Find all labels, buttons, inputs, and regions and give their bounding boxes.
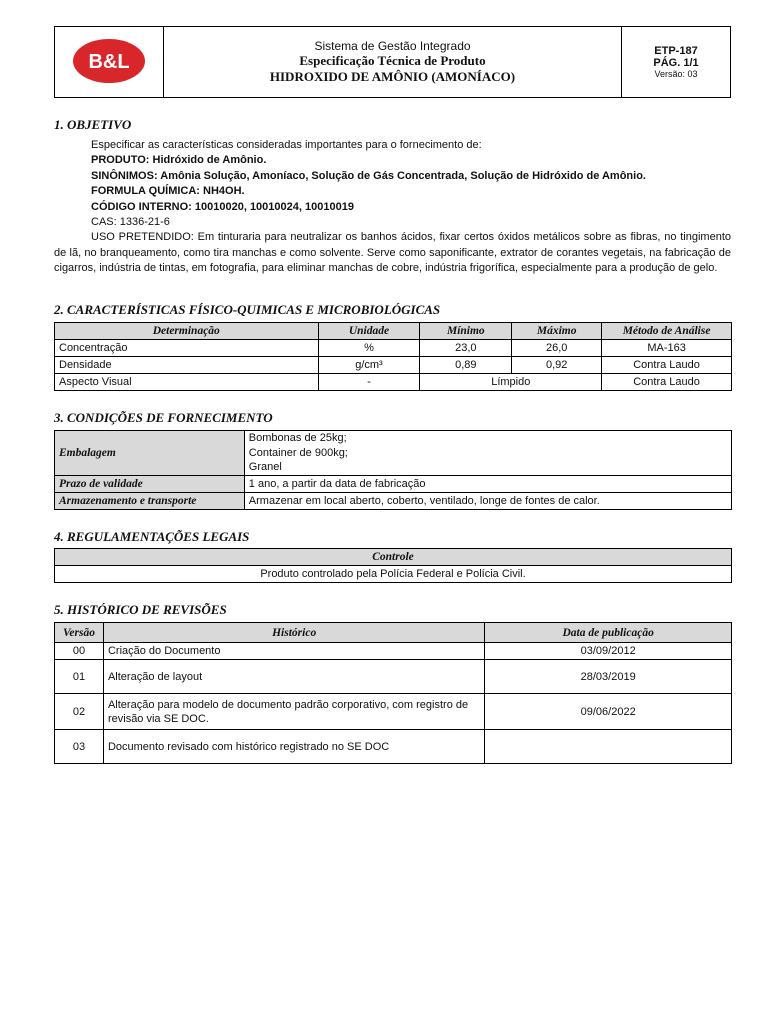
table-row bbox=[55, 730, 732, 764]
document-header bbox=[54, 26, 731, 98]
caracteristicas-table bbox=[54, 322, 732, 391]
table-row bbox=[55, 431, 732, 476]
col-header: Mínimo bbox=[420, 323, 512, 340]
objetivo-sinonimos: SINÔNIMOS: Amônia Solução, Amoníaco, Solução de Gás Concentrada, Solução de Hidróxido de Amônio. bbox=[91, 169, 646, 182]
title-cell bbox=[164, 27, 622, 98]
cell-data: 09/06/2022 bbox=[485, 694, 732, 730]
table-row bbox=[55, 476, 732, 493]
armazenamento-label: Armazenamento e transporte bbox=[55, 493, 245, 510]
table-row bbox=[55, 357, 732, 374]
embalagem-value bbox=[244, 431, 731, 476]
cell-versao: 01 bbox=[55, 660, 104, 694]
section-title-objetivo: 1. OBJETIVO bbox=[54, 117, 132, 132]
cell-limite: Límpido bbox=[420, 374, 602, 391]
company-logo bbox=[71, 36, 147, 86]
cell-minimo: 0,89 bbox=[420, 357, 512, 374]
objetivo-intro: Especificar as características consideradas importantes para o fornecimento de: bbox=[91, 139, 482, 151]
objetivo-codigo: CÓDIGO INTERNO: 10010020, 10010024, 10010019 bbox=[91, 200, 354, 213]
code-cell bbox=[622, 27, 731, 98]
col-header: Unidade bbox=[318, 323, 420, 340]
product-title: HIDROXIDO DE AMÔNIO (AMONÍACO) bbox=[269, 69, 516, 84]
cell-historico: Alteração para modelo de documento padrão corporativo, com registro de revisão via SE DOC. bbox=[103, 694, 484, 730]
armazenamento-value: Armazenar em local aberto, coberto, ventilado, longe de fontes de calor. bbox=[244, 493, 731, 510]
col-header: Determinação bbox=[55, 323, 319, 340]
cell-versao: 02 bbox=[55, 694, 104, 730]
table-row bbox=[55, 493, 732, 510]
logo-text: B&L bbox=[88, 50, 130, 73]
table-row bbox=[55, 694, 732, 730]
table-row bbox=[55, 643, 732, 660]
controle-value: Produto controlado pela Polícia Federal e Polícia Civil. bbox=[55, 566, 732, 583]
embalagem-line: Granel bbox=[248, 461, 282, 474]
table-row bbox=[55, 374, 732, 391]
cell-determinacao: Aspecto Visual bbox=[55, 374, 319, 391]
col-header: Máximo bbox=[512, 323, 602, 340]
logo-cell bbox=[55, 27, 164, 98]
cell-unidade: % bbox=[318, 340, 420, 357]
cell-metodo: Contra Laudo bbox=[602, 374, 732, 391]
table-row bbox=[55, 660, 732, 694]
cell-maximo: 0,92 bbox=[512, 357, 602, 374]
fornecimento-table bbox=[54, 430, 732, 510]
table-row bbox=[55, 340, 732, 357]
col-header: Data de publicação bbox=[485, 623, 732, 643]
col-header: Histórico bbox=[103, 623, 484, 643]
cell-historico: Criação do Documento bbox=[103, 643, 484, 660]
col-header: Método de Análise bbox=[602, 323, 732, 340]
spec-title: Especificação Técnica de Produto bbox=[299, 53, 486, 68]
cell-historico: Documento revisado com histórico registrado no SE DOC bbox=[103, 730, 484, 764]
cell-data: 03/09/2012 bbox=[485, 643, 732, 660]
section-title-regulamentacoes: 4. REGULAMENTAÇÕES LEGAIS bbox=[54, 529, 250, 544]
cell-determinacao: Densidade bbox=[55, 357, 319, 374]
cell-maximo: 26,0 bbox=[512, 340, 602, 357]
doc-version: Versão: 03 bbox=[654, 69, 698, 79]
cell-unidade: g/cm³ bbox=[318, 357, 420, 374]
regulamentacoes-table bbox=[54, 548, 732, 583]
cell-data: 28/03/2019 bbox=[485, 660, 732, 694]
validade-value: 1 ano, a partir da data de fabricação bbox=[244, 476, 731, 493]
section-title-historico: 5. HISTÓRICO DE REVISÕES bbox=[54, 602, 227, 617]
objetivo-body bbox=[54, 138, 731, 277]
cell-metodo: Contra Laudo bbox=[602, 357, 732, 374]
objetivo-formula: FORMULA QUÍMICA: NH4OH. bbox=[91, 185, 245, 198]
doc-code: ETP-187 bbox=[654, 45, 698, 57]
controle-header: Controle bbox=[55, 549, 732, 566]
cell-data bbox=[485, 730, 732, 764]
system-name: Sistema de Gestão Integrado bbox=[314, 39, 471, 53]
embalagem-line: Bombonas de 25kg; bbox=[248, 432, 347, 445]
cell-versao: 00 bbox=[55, 643, 104, 660]
objetivo-cas: CAS: 1336-21-6 bbox=[91, 216, 170, 229]
page-number: PÁG. 1/1 bbox=[653, 57, 699, 69]
cell-minimo: 23,0 bbox=[420, 340, 512, 357]
validade-label: Prazo de validade bbox=[55, 476, 245, 493]
cell-versao: 03 bbox=[55, 730, 104, 764]
historico-table bbox=[54, 622, 732, 764]
cell-metodo: MA-163 bbox=[602, 340, 732, 357]
cell-unidade: - bbox=[318, 374, 420, 391]
col-header: Versão bbox=[55, 623, 104, 643]
embalagem-label: Embalagem bbox=[55, 431, 245, 476]
section-title-fornecimento: 3. CONDIÇÕES DE FORNECIMENTO bbox=[54, 410, 273, 425]
section-title-caracteristicas: 2. CARACTERÍSTICAS FÍSICO-QUIMICAS E MICROBIOLÓGICAS bbox=[54, 302, 441, 317]
objetivo-produto: PRODUTO: Hidróxido de Amônio. bbox=[91, 154, 267, 167]
embalagem-line: Container de 900kg; bbox=[248, 446, 348, 459]
cell-historico: Alteração de layout bbox=[103, 660, 484, 694]
objetivo-uso: USO PRETENDIDO: Em tinturaria para neutralizar os banhos ácidos, fixar certos óxidos metálicos sobre as fibras, no tingimento de lã, no branqueamento, como tira manchas e como solvente. Serve como saponificante, extrator de corantes vegetais, na fabricação de cigarros, indústria de tintas, em fotografia, para eliminar manchas de cobre, indústria frigorífica, especialmente para a produção de gelo. bbox=[54, 231, 731, 275]
cell-determinacao: Concentração bbox=[55, 340, 319, 357]
